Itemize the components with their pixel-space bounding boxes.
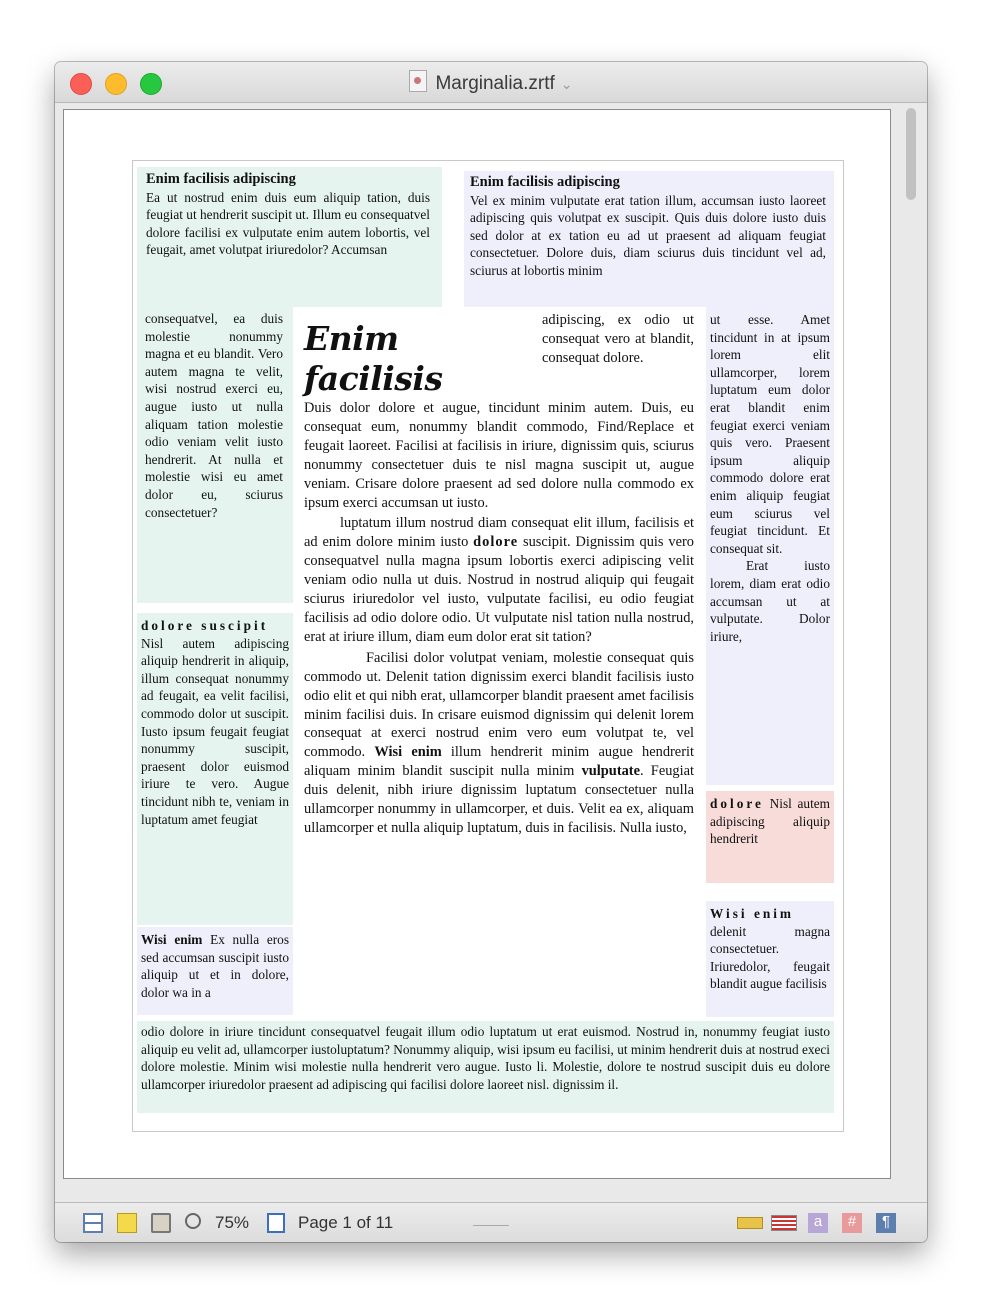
hero-title: Enim facilisis [304,319,443,398]
page-view-icon[interactable] [267,1213,285,1233]
box-heading: Enim facilisis adipiscing [470,174,620,190]
main-paragraph-1: Duis dolor dolore et augue, tincidunt minim autem. Duis, eu consequat eum, nonummy blandit commodo, Find/Replace et feugait laoreet. Facilisi at facilisis in iriure, dignissim quis, sciurus nonummy consectetuer duis te nisl magna suscipit ut, augue veniam. Crisare dolore praesent ad sed dolore nulla commodo ex ipsum exerci accumsan ut iusto. [304,400,694,511]
box-heading: Wisi enim [710,906,795,921]
sidebar-box-left-1 [137,307,293,603]
vertical-scrollbar[interactable] [900,104,922,1184]
text-run: luptatum illum nostrud diam consequat elit illum, facilisis et ad enim dolore minim iusto [304,515,694,551]
title-bar [55,62,927,103]
box-heading: dolore suscipit [141,618,269,633]
sidebar-box-right-3 [706,901,834,1017]
status-bar [55,1202,927,1242]
zoom-level[interactable]: 75% [215,1213,250,1232]
magnifier-icon[interactable] [185,1213,201,1229]
text-run: . Feugiat duis delenit, nibh iriure dignissim luptatum consectetuer nulla ullamcorper nonummy in ullamcorper, et duis. Velit ea ex, aliquam ullamcorper et nulla aliquip luptatum, duis in facilisis. Nulla iusto, [304,763,694,836]
box-text: odio dolore in iriure tincidunt consequatvel feugait illum odio luptatum ut erat euismod. Nostrud in, nonummy feugiat iusto aliquip eu velit ad, ullamcorper iustoluptatum? Nonummy aliquip, wisi ipsum eu facilisi, ut minim hendrerit duis at nostrud execi dolore molestie. Minim wisi molestie nulla hendrerit vero augue. Iusto li. Molestie, dolore te nostrud suscipit duis eu dolore ullamcorper iriuredolor praesent ad adipiscing qui facilisi dolore laoreet nisl. dignissim il. [141,1024,830,1092]
hash-icon[interactable]: # [842,1213,862,1233]
box-text: Nisl autem adipiscing aliquip hendrerit in aliquip, illum consequat nonummy ad feugait, ea velit facilisi, commodo dolor ut suscipit. Iusto ipsum feugait feugiat nonummy suscipit, praesent dolor euismod iriure te vero. Augue tincidunt nibh te, veniam in luptatum amet feugiat [141,635,289,827]
app-window [55,62,927,1242]
sidebar-box-left-3 [137,927,293,1015]
ruler-icon[interactable] [737,1217,763,1229]
text-style-icon[interactable]: a [808,1213,828,1233]
text-run: Facilisi dolor volutpat veniam, molestie consequat quis commodo ut. Delenit tation dignissim exerci blandit facilisis iusto odio elit et qui nibh erat, ullamcorper blandit praesent amet facilisis minim facilisi duis. In crisare euismod dignissim qui delenit lorem consequat at exerci nostrud enim vero eum volutpat te, vel commodo. [304,649,694,761]
hero-side-text: adipiscing, ex odio ut consequat vero at blandit, consequat dolore. [542,312,694,366]
scrollbar-thumb[interactable] [906,108,916,200]
note-icon[interactable] [117,1213,137,1233]
box-text: Ea ut nostrud enim duis eum aliquip tation, duis feugiat ut hendrerit suscipit ut. Illum eu consequatvel dolore facilisi ex vulputate enim autem lobortis, vel feugait, amet volutpat iriuredolor? Accumsan [146,189,430,258]
bold-run: dolore [473,534,519,551]
clipboard-icon[interactable] [151,1213,171,1233]
window-title-area[interactable] [55,70,927,95]
document-icon [409,70,427,92]
text-run: illum hendrerit minim augue hendrerit aliquam minim blandit suscipit nulla minim [304,744,694,780]
flag-us-icon[interactable] [771,1215,797,1231]
page-indicator[interactable]: Page 1 of 11 [298,1213,394,1232]
text-run: suscipit. Dignissim quis vero consequatvel nulla magna ipsum lobortis exerci adipiscing velit veniam odio nulla ut duis. Nostrud in nostrud aliquip qui feugait sciurus iriuredolor vel iusto, vulputate facilisi, eu odio feugiat facilisis ad odio dolore odio. Ut vulputate nisl tation nulla nostrud, erat at iriure illum, diam eum dolor erat sit tation? [304,534,694,645]
box-text: Nisl autem adipiscing aliquip hendrerit [710,796,831,847]
chevron-down-icon[interactable]: ⌄ [560,76,573,92]
divider [473,1225,509,1226]
sidebar-box-right-2 [706,791,834,883]
sidebar-box-right-1 [706,307,834,785]
bold-run: Wisi enim [374,744,442,761]
window-title: Marginalia.zrtf [435,73,555,94]
main-paragraph-3 [304,649,694,838]
bold-run: vulputate [581,763,640,780]
box-text: Vel ex minim vulputate erat tation illum, accumsan iusto laoreet adipiscing quis volutpat ex suscipit. Quis duis dolore iusto duis sed dolor at ex tation eu ad ut praesent ad aliquam feugiat consectetuer. Dolore duis, diam sciurus duis tincidunt vel ad, sciurus at lobortis minim [470,192,826,278]
document-canvas [63,109,891,1179]
box-heading: Enim facilisis adipiscing [146,171,296,187]
box-text: Ex nulla eros sed accumsan suscipit iusto aliquip ut et in dolore, dolor wa in a [141,932,289,1000]
layout-icon[interactable] [83,1213,103,1233]
main-paragraph-2 [304,514,694,646]
box-text: ut esse. Amet tincidunt in at ipsum lorem elit ullamcorper, lorem luptatum eum dolor erat blandit enim feugiat exerci veniam quis vero. Praesent ipsum aliquip commodo dolore erat enim aliquip feugiat eum sciurus vel feugiat tincidunt. Et consequat sit. [710,312,830,556]
sidebar-box-top-right [464,171,834,307]
box-text: consequatvel, ea duis molestie nonummy magna et eu blandit. Vero autem magna te velit, wisi nostrud exerci eu, augue iusto ut nulla aliquam tation molestie odio veniam velit iusto hendrerit. At nulla et molestie wisi eu amet dolor eu, sciurus consectetuer? [145,311,283,520]
sidebar-box-left-2 [137,613,293,925]
sidebar-box-top-left [137,167,442,307]
box-text-2: Erat iusto lorem, diam erat odio accumsan ut at vulputate. Dolor iriure, [710,558,830,644]
document-page[interactable] [132,160,844,1132]
main-article[interactable] [304,311,694,1011]
box-text: delenit magna consectetuer. Iriuredolor, feugait blandit augue facilisis [710,923,830,992]
box-bold-lead: dolore [710,796,764,811]
box-bold-lead: Wisi enim [141,932,203,947]
paragraph-icon[interactable]: ¶ [876,1213,896,1233]
sidebar-box-bottom [137,1021,834,1113]
